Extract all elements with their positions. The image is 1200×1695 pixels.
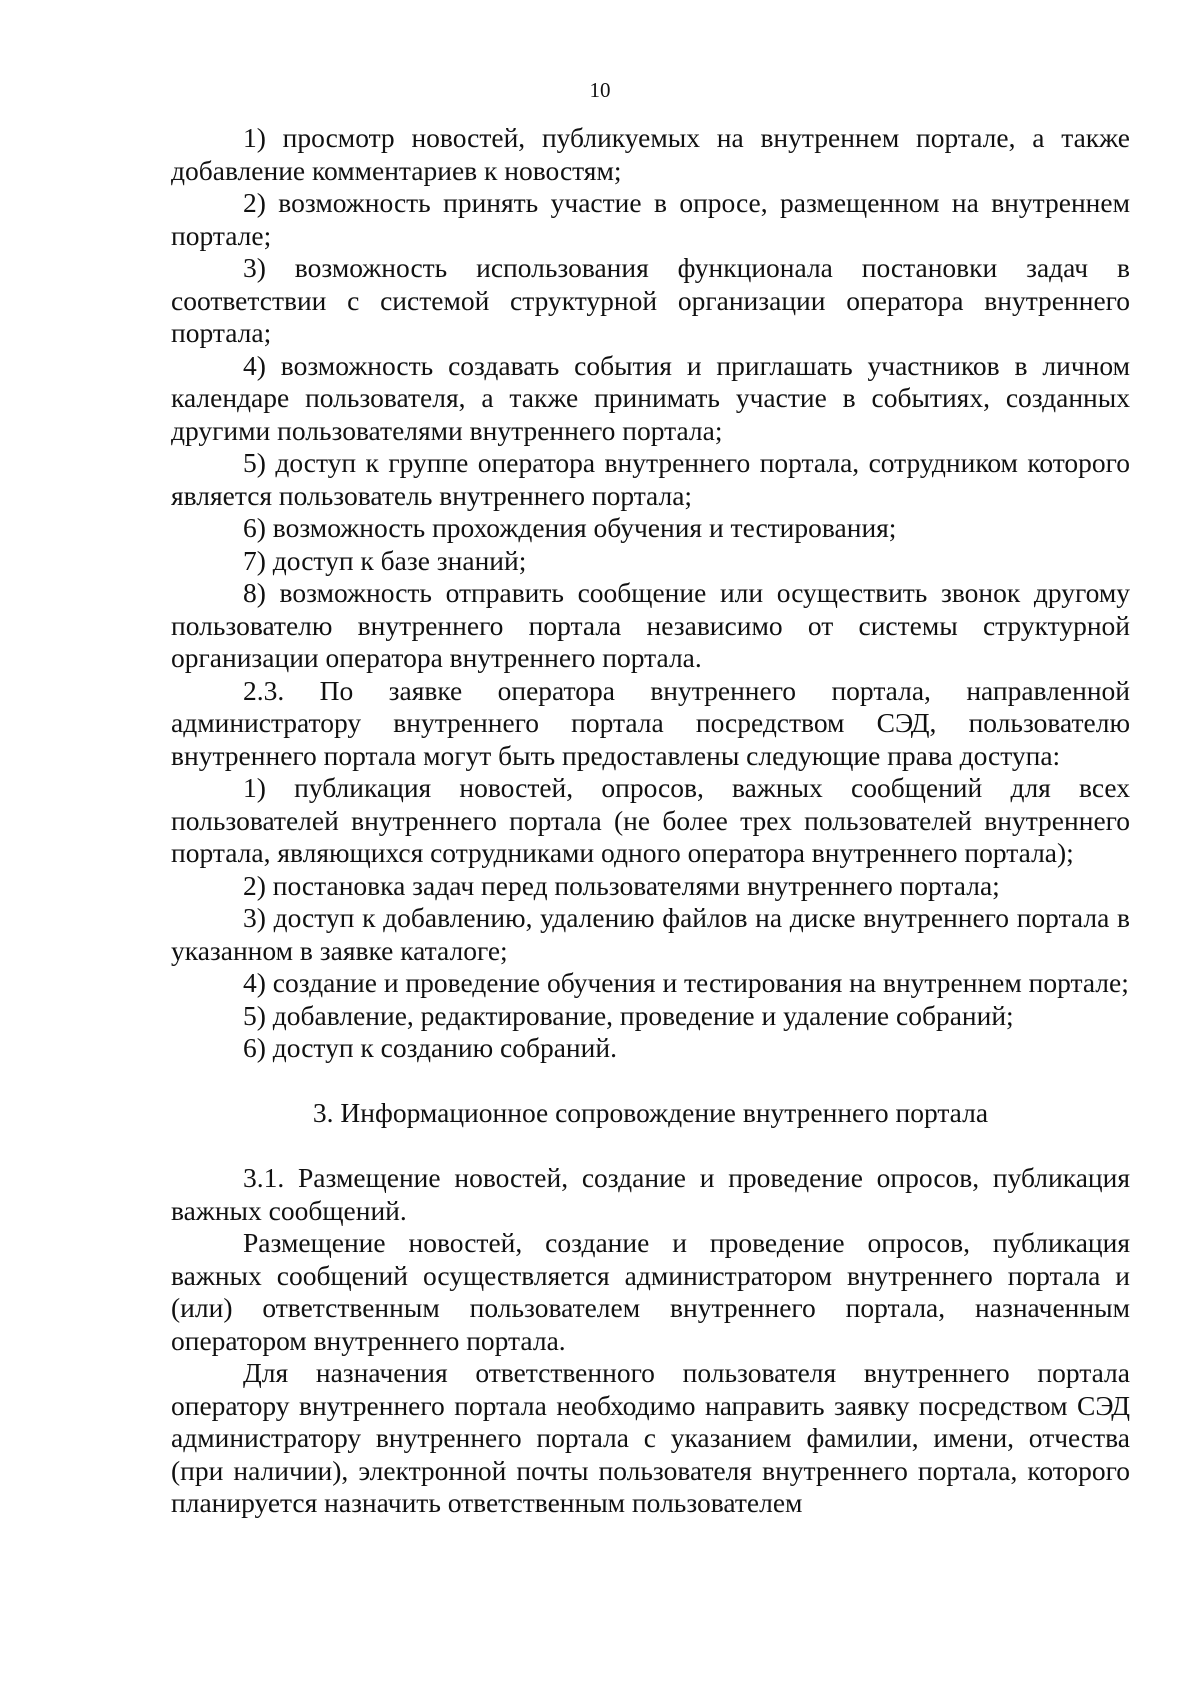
- list-item: 6) возможность прохождения обучения и тестирования;: [243, 512, 897, 543]
- list-item: 8) возможность отправить сообщение или осуществить звонок другому пользователю внутреннего портала независимо от системы структурной организации оператора внутреннего портала.: [171, 577, 1130, 673]
- list-item: 3) возможность использования функционала постановки задач в соответствии с системой структурной организации оператора внутреннего портала;: [171, 252, 1130, 348]
- clause-paragraph: 2.3. По заявке оператора внутреннего портала, направленной администратору внутреннего портала посредством СЭД, пользователю внутреннего портала могут быть предоставлены следующие права доступа:: [171, 674, 1130, 771]
- spacer: [171, 1130, 1130, 1163]
- section-heading: 3. Информационное сопровождение внутреннего портала: [312, 1097, 989, 1128]
- clause-paragraph: 3.1. Размещение новостей, создание и проведение опросов, публикация важных сообщений.: [171, 1162, 1130, 1226]
- list-item: 6) доступ к созданию собраний.: [243, 1032, 617, 1063]
- list-item: 2) постановка задач перед пользователями внутреннего портала;: [243, 869, 1000, 901]
- list-item: 4) возможность создавать события и приглашать участников в личном календаре пользователя, а также принимать участие в событиях, созданных другими пользователями внутреннего портала;: [171, 349, 1130, 446]
- list-item: 7) доступ к базе знаний;: [243, 544, 527, 576]
- document-body: [171, 122, 1130, 1520]
- body-paragraph: Для назначения ответственного пользователя внутреннего портала оператору внутреннего портала необходимо направить заявку посредством СЭД администратору внутреннего портала с указанием фамилии, имени, отчества (при наличии), электронной почты пользователя внутреннего портала, которого планируется назначить ответственным пользователем: [171, 1357, 1130, 1518]
- list-item: 1) публикация новостей, опросов, важных сообщений для всех пользователей внутреннего портала (не более трех пользователей внутреннего портала, являющихся сотрудниками одного оператора внутреннего портала);: [171, 772, 1130, 868]
- spacer: [171, 1065, 1130, 1098]
- list-item: 4) создание и проведение обучения и тестирования на внутреннем портале;: [243, 967, 1129, 998]
- list-item: 5) доступ к группе оператора внутреннего портала, сотрудником которого является пользователь внутреннего портала;: [171, 447, 1130, 511]
- list-item: 5) добавление, редактирование, проведение и удаление собраний;: [243, 999, 1014, 1031]
- list-item: 3) доступ к добавлению, удалению файлов на диске внутреннего портала в указанном в заявке каталоге;: [171, 902, 1130, 966]
- page-number: 10: [589, 78, 611, 102]
- list-item: 2) возможность принять участие в опросе, размещенном на внутреннем портале;: [171, 187, 1130, 251]
- list-item: 1) просмотр новостей, публикуемых на внутреннем портале, а также добавление комментариев к новостям;: [171, 122, 1130, 186]
- body-paragraph: Размещение новостей, создание и проведение опросов, публикация важных сообщений осуществляется администратором внутреннего портала и (или) ответственным пользователем внутреннего портала, назначенным оператором внутреннего портала.: [171, 1227, 1130, 1356]
